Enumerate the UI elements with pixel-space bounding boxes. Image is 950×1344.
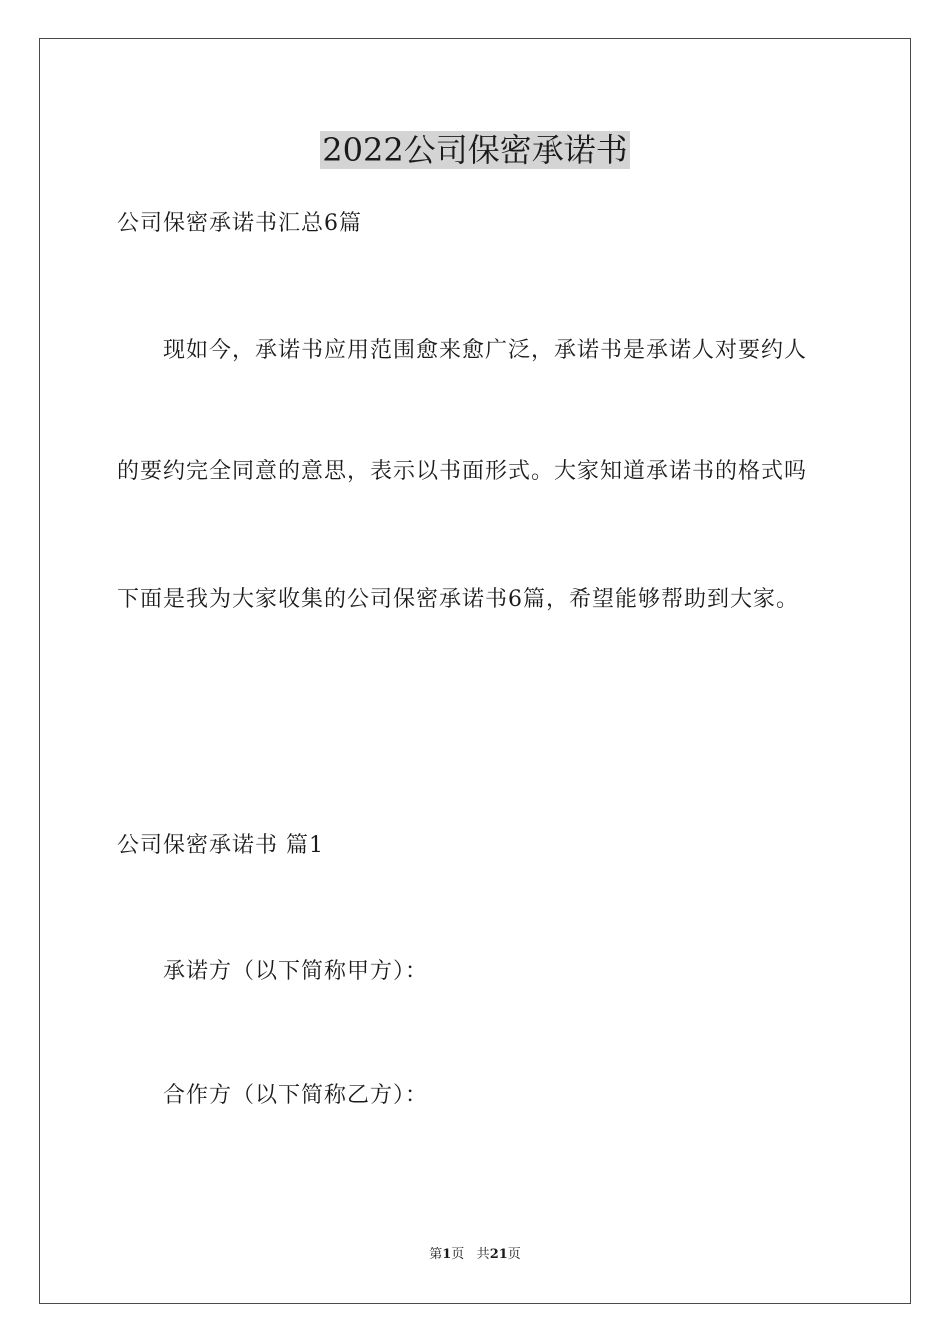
page-prefix: 第 bbox=[429, 1247, 443, 1262]
intro-line-3: 下面是我为大家收集的公司保密承诺书6篇，希望能够帮助到大家。 bbox=[117, 587, 799, 612]
section-heading: 公司保密承诺书 篇1 bbox=[117, 833, 324, 858]
document-title bbox=[0, 128, 950, 172]
intro-line-2: 的要约完全同意的意思，表示以书面形式。大家知道承诺书的格式吗 bbox=[117, 459, 808, 484]
page-suffix: 页 bbox=[451, 1247, 465, 1262]
intro-line-1: 现如今，承诺书应用范围愈来愈广泛，承诺书是承诺人对要约人 bbox=[163, 338, 808, 363]
total-pages: 21 bbox=[489, 1247, 508, 1262]
total-prefix: 共 bbox=[476, 1247, 490, 1262]
page-number: 1 bbox=[442, 1247, 452, 1262]
title-text: 2022公司保密承诺书 bbox=[322, 131, 628, 169]
party-a-line: 承诺方（以下简称甲方）： bbox=[163, 959, 429, 984]
total-suffix: 页 bbox=[507, 1247, 521, 1262]
page-footer bbox=[0, 1246, 950, 1264]
document-subtitle: 公司保密承诺书汇总6篇 bbox=[117, 211, 362, 236]
party-b-line: 合作方（以下简称乙方）： bbox=[163, 1083, 429, 1108]
